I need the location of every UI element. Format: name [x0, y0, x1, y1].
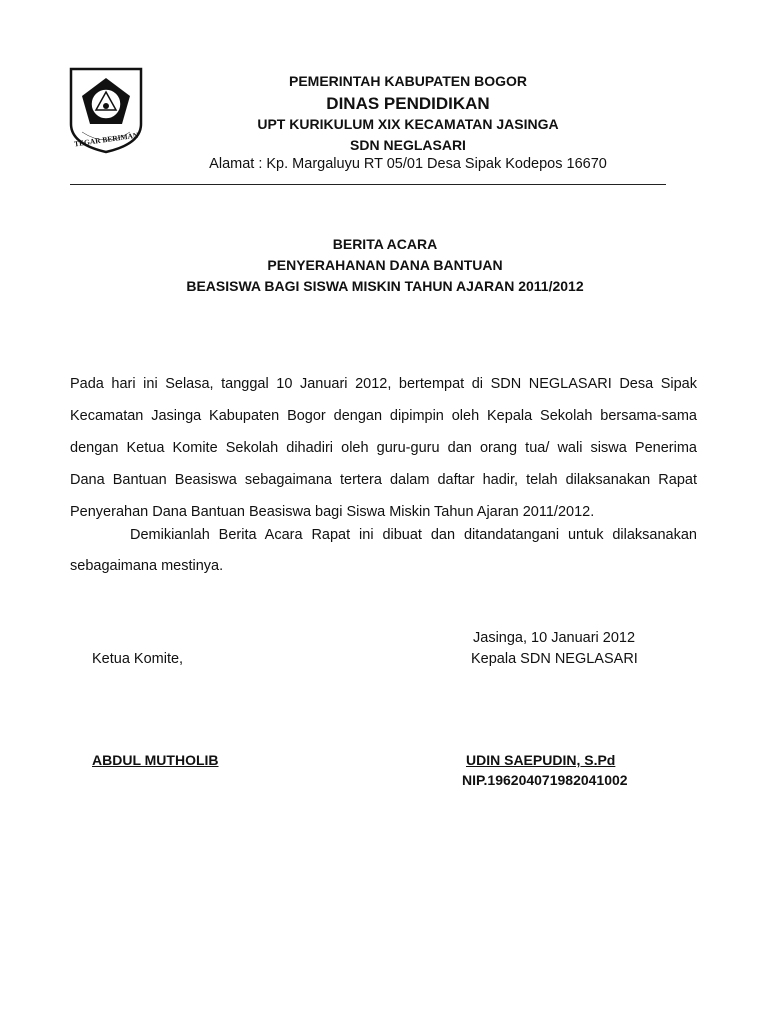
doc-subtitle: PENYERAHANAN DANA BANTUAN — [267, 257, 503, 273]
doc-subtitle-2: BEASISWA BAGI SISWA MISKIN TAHUN AJARAN 2011/2012 — [186, 278, 584, 294]
unit-name: UPT KURIKULUM XIX KECAMATAN JASINGA — [257, 116, 559, 132]
right-signatory-name: UDIN SAEPUDIN, S.Pd — [466, 752, 616, 768]
school-name: SDN NEGLASARI — [350, 137, 466, 153]
agency-name: DINAS PENDIDIKAN — [326, 94, 490, 113]
letterhead-divider — [70, 184, 666, 185]
government-name: PEMERINTAH KABUPATEN BOGOR — [289, 73, 527, 89]
body-line: Kecamatan Jasinga Kabupaten Bogor dengan dipimpin oleh Kepala Sekolah bersama-sama — [70, 408, 697, 424]
body-line: sebagaimana mestinya. — [70, 558, 224, 574]
body-line: Demikianlah Berita Acara Rapat ini dibuat dan ditandatangani untuk dilaksanakan — [130, 527, 697, 543]
place-date: Jasinga, 10 Januari 2012 — [473, 630, 636, 646]
left-signatory-name: ABDUL MUTHOLIB — [92, 752, 219, 768]
right-signatory-role: Kepala SDN NEGLASARI — [471, 651, 638, 667]
right-signatory-nip: NIP.196204071982041002 — [462, 772, 628, 788]
doc-title: BERITA ACARA — [332, 236, 438, 252]
school-address: Alamat : Kp. Margaluyu RT 05/01 Desa Sipak Kodepos 16670 — [209, 156, 607, 172]
logo-motto: TEGAR BERIMAN — [73, 130, 139, 149]
body-line: Pada hari ini Selasa, tanggal 10 Januari 2012, bertempat di SDN NEGLASARI Desa Sipak — [70, 376, 697, 392]
body-line: Dana Bantuan Beasiswa sebagaimana tertera dalam daftar hadir, telah dilaksanakan Rapat — [70, 472, 697, 488]
body-line: Penyerahan Dana Bantuan Beasiswa bagi Siswa Miskin Tahun Ajaran 2011/2012. — [70, 504, 595, 520]
body-line: dengan Ketua Komite Sekolah dihadiri oleh guru-guru dan orang tua/ wali siswa Penerima — [70, 440, 697, 456]
left-signatory-role: Ketua Komite, — [92, 651, 184, 667]
